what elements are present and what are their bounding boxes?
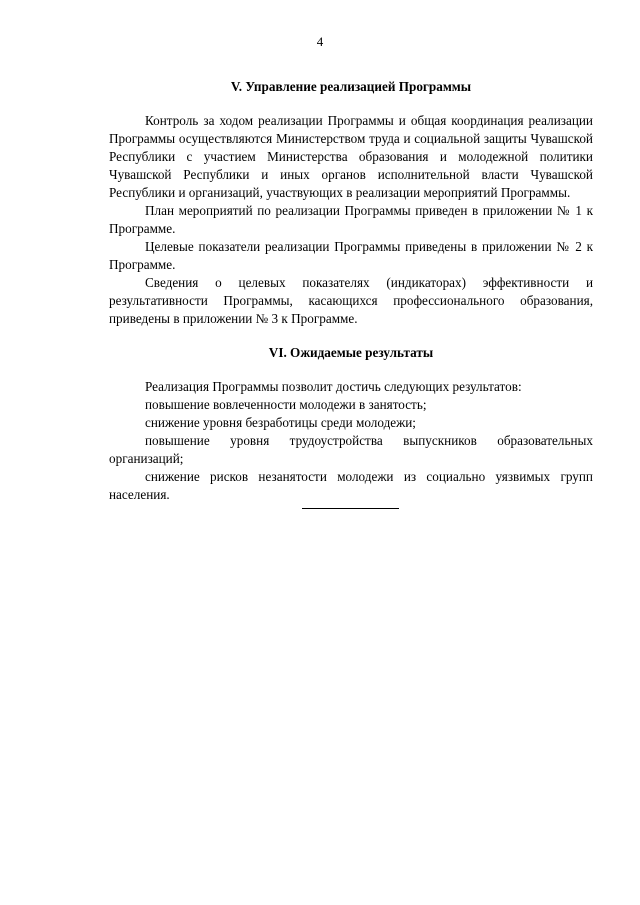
paragraph: Реализация Программы позволит достичь следующих результатов: (145, 379, 522, 394)
paragraph: Сведения о целевых показателях (индикаторах) эффективности и результативности Программы, касающихся профессионального образования, приведены в приложении № 3 к Программе. (109, 275, 593, 326)
list-item: снижение уровня безработицы среди молодежи; (145, 415, 416, 430)
paragraph: Целевые показатели реализации Программы приведены в приложении № 2 к Программе. (109, 239, 593, 272)
page-number: 4 (316, 34, 324, 49)
document-body (109, 78, 593, 504)
list-item: повышение уровня трудоустройства выпускников образовательных организаций; (109, 433, 593, 466)
section-spacer (109, 328, 593, 344)
paragraph: Контроль за ходом реализации Программы и общая координация реализации Программы осуществляются Министерством труда и социальной защиты Чувашской Республики с участием Министерства образования и молодежной политики Чувашской Республики и иных органов исполнительной власти Чувашской Республики и организаций, участвующих в реализации мероприятий Программы. (109, 113, 593, 200)
section-heading-results: VI. Ожидаемые результаты (268, 345, 434, 360)
paragraph: План мероприятий по реализации Программы приведен в приложении № 1 к Программе. (109, 203, 593, 236)
end-divider-line (302, 508, 399, 509)
list-item: повышение вовлеченности молодежи в занятость; (145, 397, 427, 412)
list-item: снижение рисков незанятости молодежи из социально уязвимых групп населения. (109, 469, 593, 502)
section-heading-management: V. Управление реализацией Программы (230, 79, 472, 94)
